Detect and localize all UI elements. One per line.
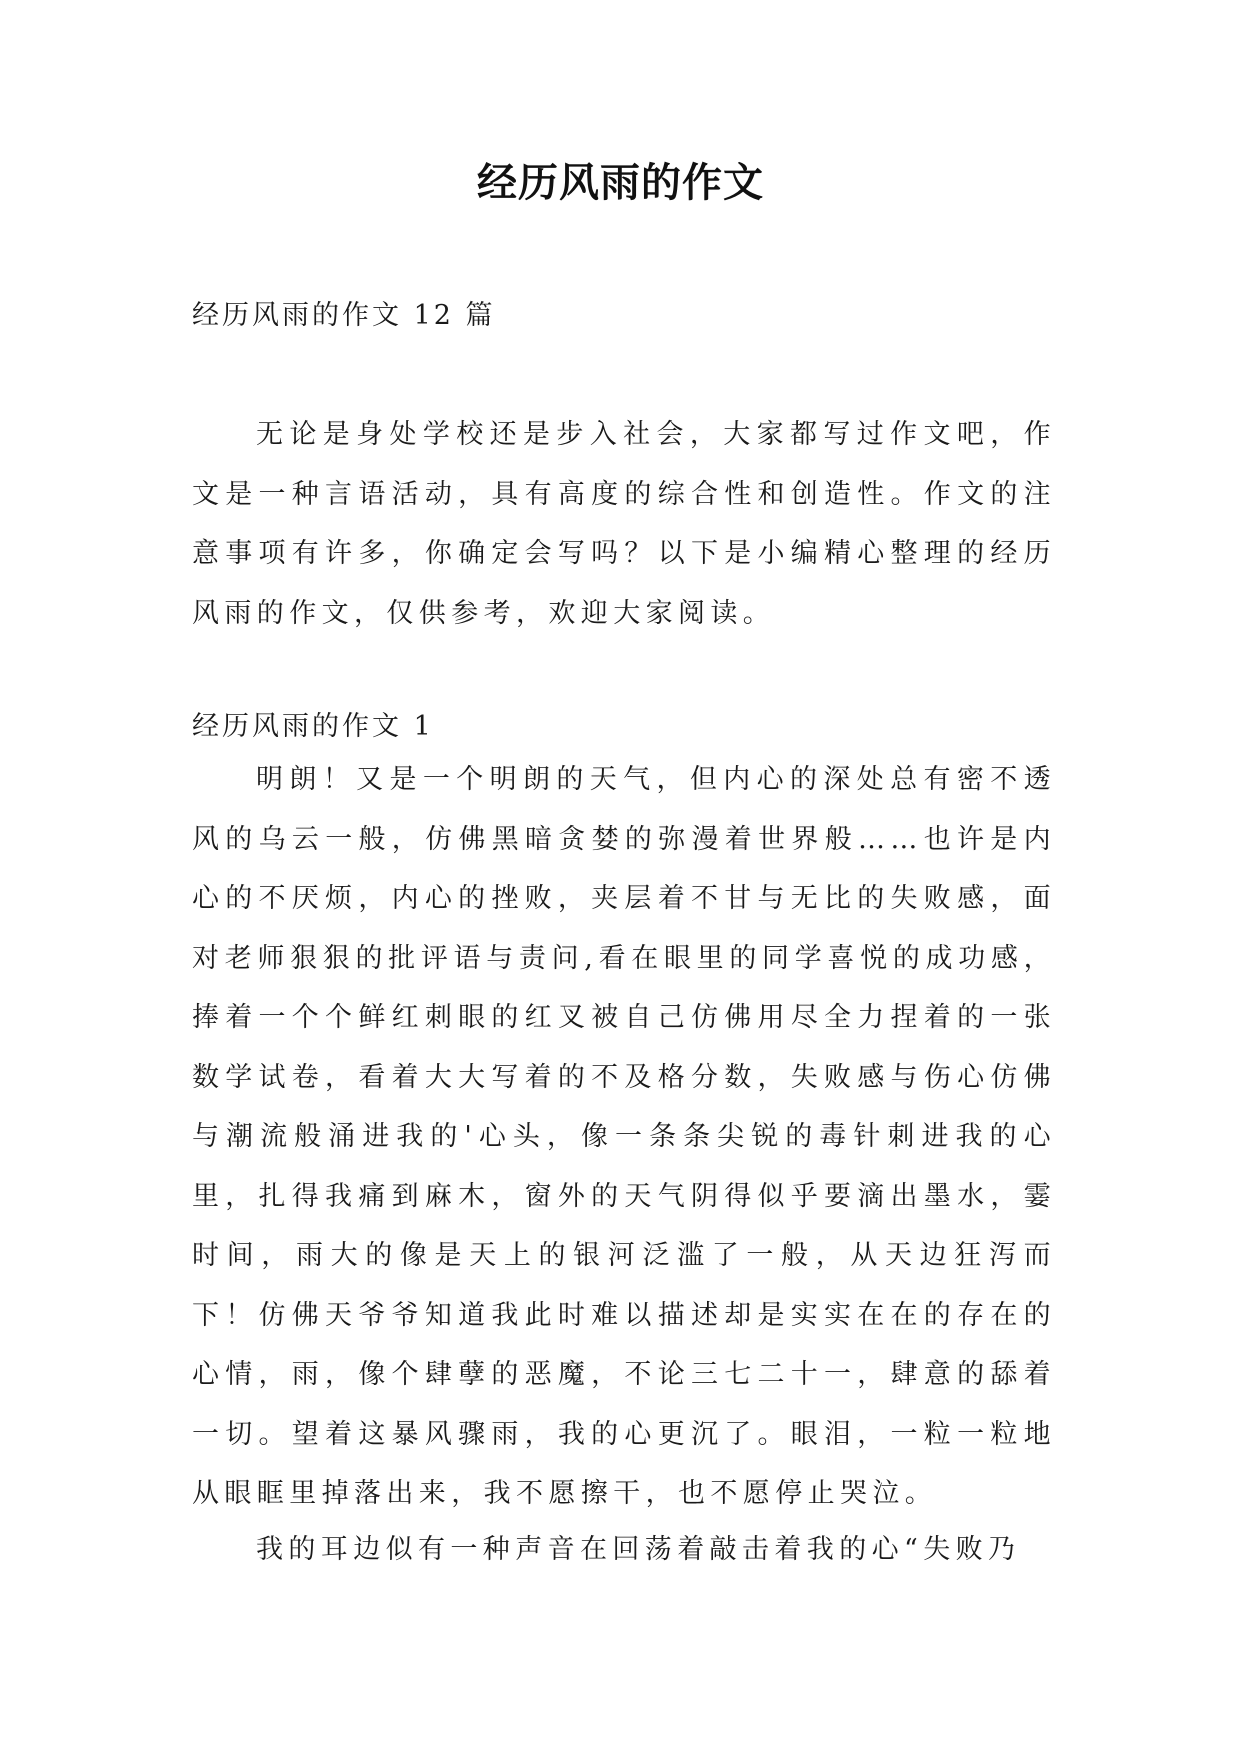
body-paragraph: 明朗！又是一个明朗的天气，但内心的深处总有密不透风的乌云一般，仿佛黑暗贪婪的弥漫着世界般……也许是内心的不厌烦，内心的挫败，夹层着不甘与无比的失败感，面对老师狠狠的批评语与责问,看在眼里的同学喜悦的成功感，捧着一个个鲜红刺眼的红叉被自己仿佛用尽全力捏着的一张数学试卷，看着大大写着的不及格分数，失败感与伤心仿佛与潮流般涌进我的'心头，像一条条尖锐的毒针刺进我的心里，扎得我痛到麻木，窗外的天气阴得似乎要滴出墨水，霎时间，雨大的像是天上的银河泛滥了一般，从天边狂泻而下！仿佛天爷爷知道我此时难以描述却是实实在在的存在的心情，雨，像个肆孽的恶魔，不论三七二十一，肆意的舔着一切。望着这暴风骤雨，我的心更沉了。眼泪，一粒一粒地从眼眶里掉落出来，我不愿擦干，也不愿停止哭泣。	[192, 764, 1056, 1509]
intro-paragraph: 无论是身处学校还是步入社会，大家都写过作文吧，作文是一种言语活动，具有高度的综合性和创造性。作文的注意事项有许多，你确定会写吗？以下是小编精心整理的经历风雨的作文，仅供参考，欢迎大家阅读。	[192, 419, 1056, 629]
document-title: 经历风雨的作文	[477, 160, 764, 206]
body-paragraph: 我的耳边似有一种声音在回荡着敲击着我的心“失败乃	[256, 1534, 1021, 1565]
section-heading: 经历风雨的作文 1	[192, 711, 434, 742]
document-subtitle: 经历风雨的作文 12 篇	[192, 300, 496, 331]
